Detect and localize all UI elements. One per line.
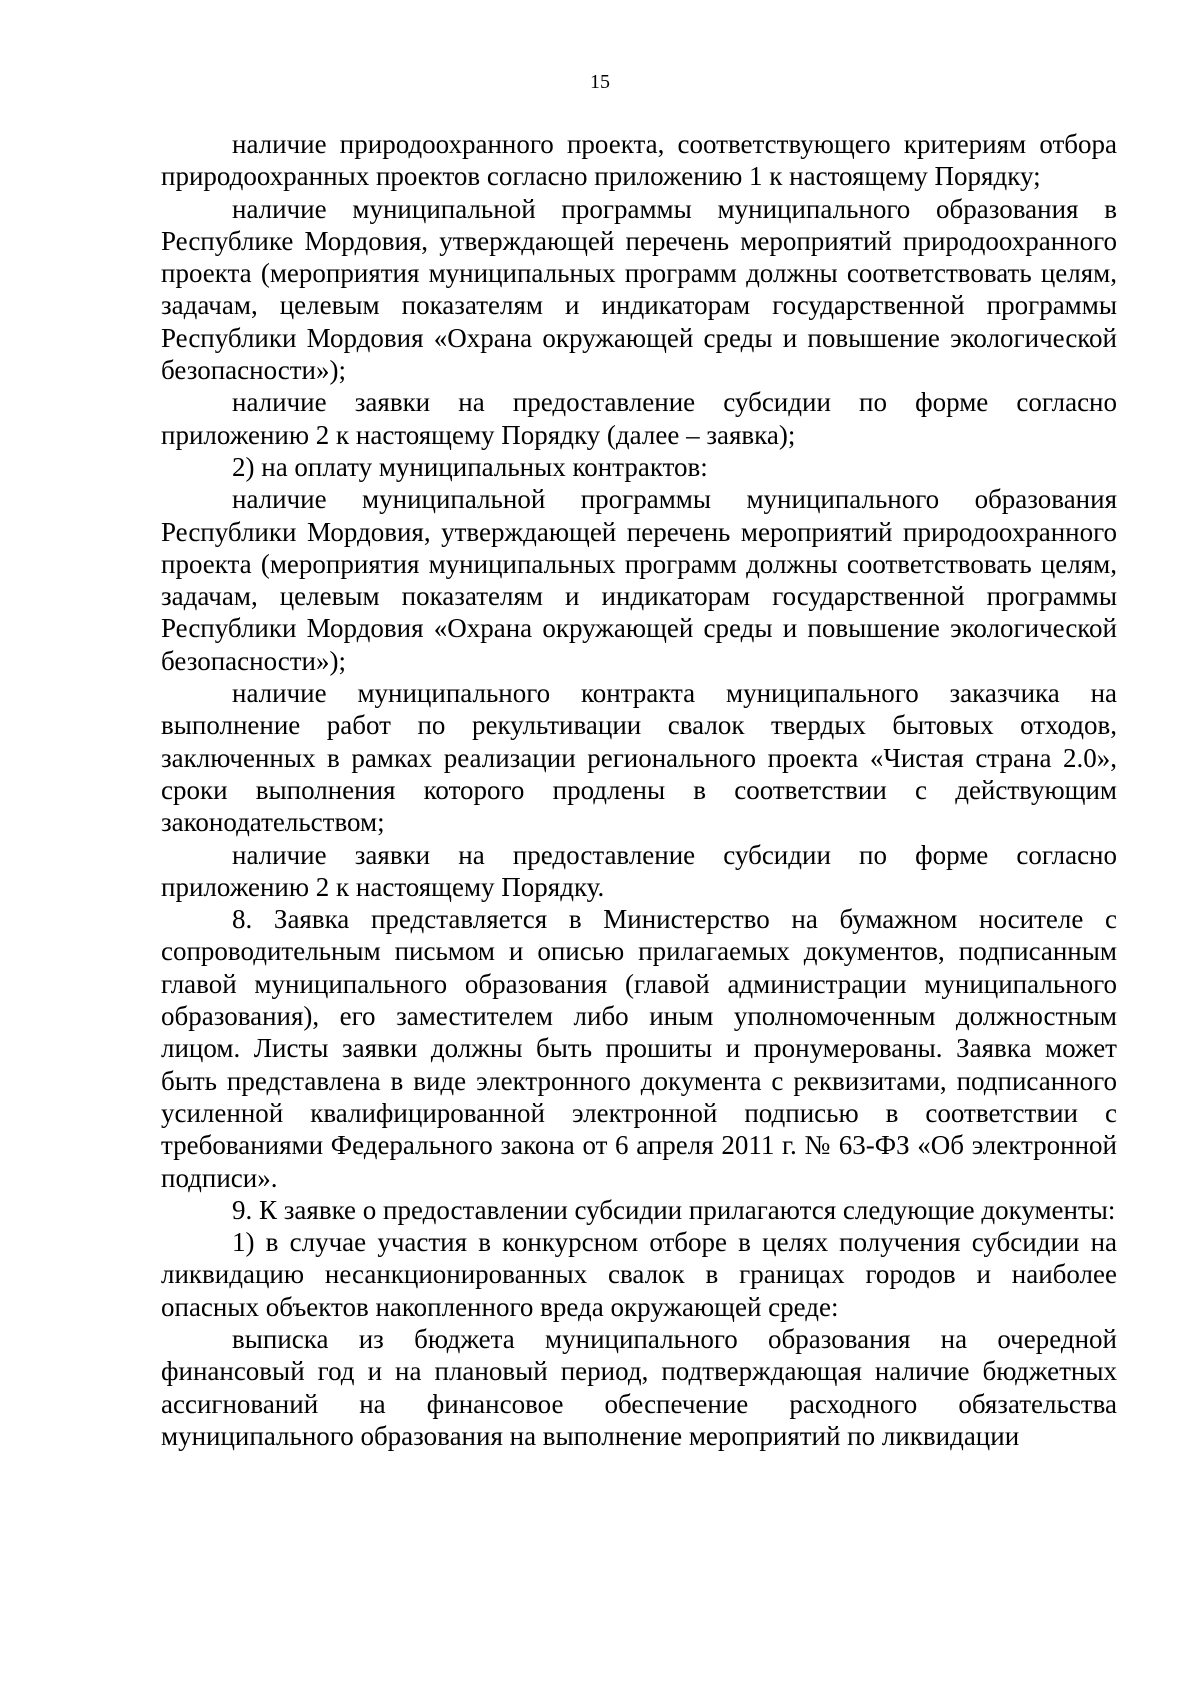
paragraph-subitem-1: 1) в случае участия в конкурсном отборе в целях получения субсидии на ликвидацию несанкционированных свалок в границах городов и наиболее опасных объектов накопленного вреда окружающей среде: <box>161 1227 1117 1322</box>
paragraph-municipal-program-2: наличие муниципальной программы муниципального образования Республики Мордовия, утверждающей перечень мероприятий природоохранного проекта (мероприятия муниципальных программ должны соответствовать целям, задачам, целевым показателям и индикаторам государственной программы Республики Мордовия «Охрана окружающей среды и повышение экологической безопасности»); <box>161 484 1117 676</box>
paragraph-budget-extract: выписка из бюджета муниципального образования на очередной финансовый год и на плановый период, подтверждающая наличие бюджетных ассигнований на финансовое обеспечение расходного обязательства муниципального образования на выполнение мероприятий по ликвидации <box>161 1323 1117 1451</box>
document-body <box>161 128 1117 1452</box>
paragraph-project-criteria: наличие природоохранного проекта, соответствующего критериям отбора природоохранных проектов согласно приложению 1 к настоящему Порядку; <box>161 129 1117 192</box>
paragraph-contracts-payment: 2) на оплату муниципальных контрактов: <box>232 451 708 482</box>
paragraph-municipal-program: наличие муниципальной программы муниципального образования в Республике Мордовия, утверждающей перечень мероприятий природоохранного проекта (мероприятия муниципальных программ должны соответствовать целям, задачам, целевым показателям и индикаторам государственной программы Республики Мордовия «Охрана окружающей среды и повышение экологической безопасности»); <box>161 193 1117 386</box>
paragraph-subsidy-application: наличие заявки на предоставление субсидии по форме согласно приложению 2 к настоящему Порядку (далее – заявка); <box>161 387 1117 450</box>
page-number: 15 <box>590 71 610 93</box>
paragraph-item-9: 9. К заявке о предоставлении субсидии прилагаются следующие документы: <box>232 1194 1116 1225</box>
paragraph-municipal-contract: наличие муниципального контракта муниципального заказчика на выполнение работ по рекультивации свалок твердых бытовых отходов, заключенных в рамках реализации регионального проекта «Чистая страна 2.0», сроки выполнения которого продлены в соответствии с действующим законодательством; <box>161 678 1117 838</box>
paragraph-item-8: 8. Заявка представляется в Министерство на бумажном носителе с сопроводительным письмом и описью прилагаемых документов, подписанным главой муниципального образования (главой администрации муниципального образования), его заместителем либо иным уполномоченным должностным лицом. Листы заявки должны быть прошиты и пронумерованы. Заявка может быть представлена в виде электронного документа с реквизитами, подписанного усиленной квалифицированной электронной подписью в соответствии с требованиями Федерального закона от 6 апреля 2011 г. № 63-ФЗ «Об электронной подписи». <box>161 904 1117 1193</box>
paragraph-subsidy-application-2: наличие заявки на предоставление субсидии по форме согласно приложению 2 к настоящему Порядку. <box>161 839 1117 902</box>
